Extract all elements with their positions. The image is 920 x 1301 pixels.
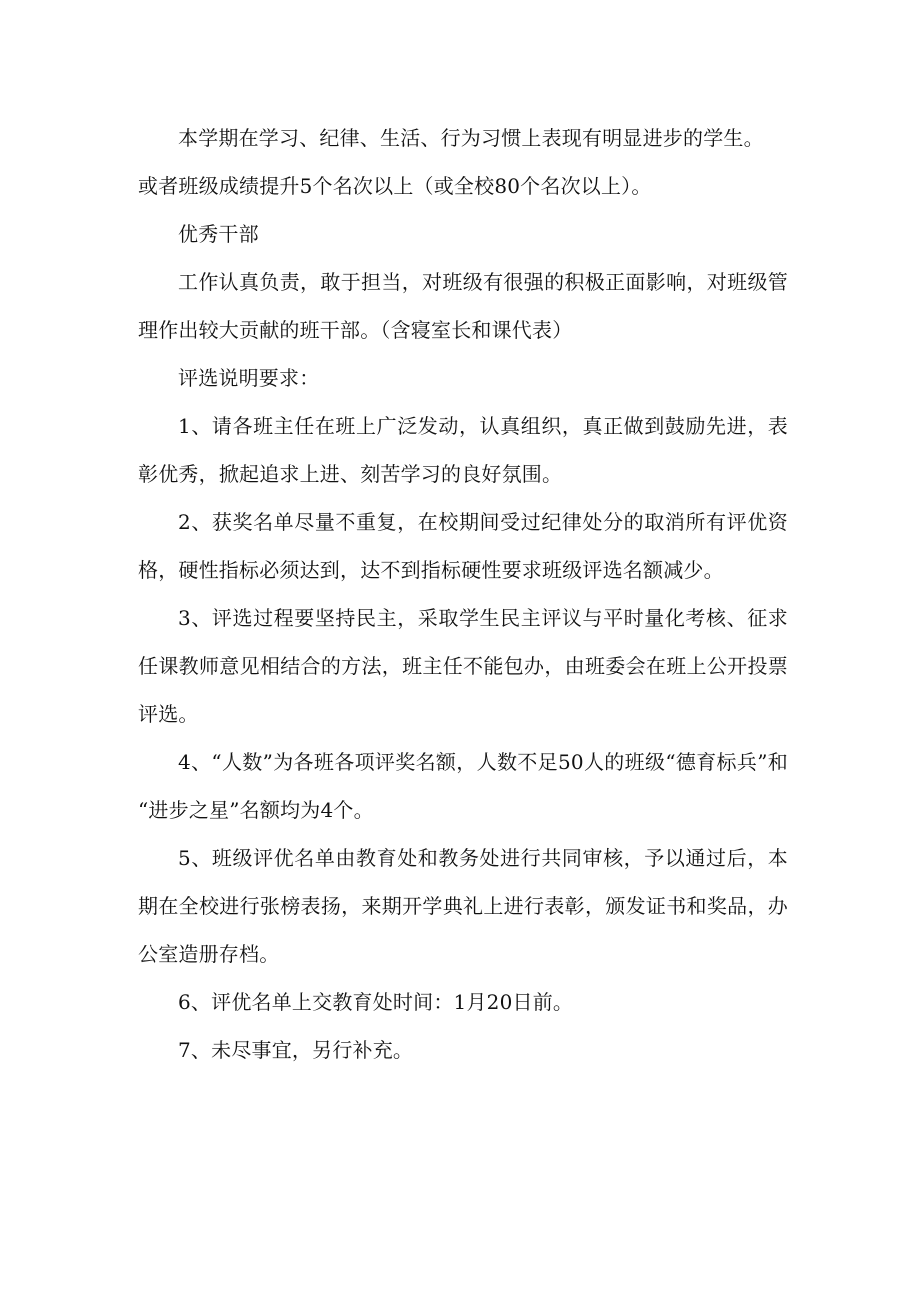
requirement-item-4: 4、“人数”为各班各项评奖名额，人数不足50人的班级“德育标兵”和“进步之星”名额均为4个。 (138, 750, 788, 822)
requirement-item-3: 3、评选过程要坚持民主，采取学生民主评议与平时量化考核、征求任课教师意见相结合的方法，班主任不能包办，由班委会在班上公开投票评选。 (138, 606, 788, 726)
requirement-item-7: 7、未尽事宜，另行补充。 (178, 1038, 414, 1062)
section-heading-requirements: 评选说明要求： (178, 366, 320, 390)
paragraph-cadre-criteria: 工作认真负责，敢于担当，对班级有很强的积极正面影响，对班级管理作出较大贡献的班干部。（含寝室长和课代表） (138, 270, 788, 342)
requirement-item-6: 6、评优名单上交教育处时间：1月20日前。 (178, 990, 574, 1014)
paragraph-rank-criteria: 或者班级成绩提升5个名次以上（或全校80个名次以上）。 (138, 174, 652, 198)
section-heading-excellent-cadre: 优秀干部 (178, 222, 259, 246)
requirement-item-1: 1、请各班主任在班上广泛发动，认真组织，真正做到鼓励先进，表彰优秀，掀起追求上进、刻苦学习的良好氛围。 (138, 414, 788, 486)
requirement-item-5: 5、班级评优名单由教育处和教务处进行共同审核，予以通过后，本期在全校进行张榜表扬，来期开学典礼上进行表彰，颁发证书和奖品，办公室造册存档。 (138, 846, 788, 966)
document-body (138, 114, 788, 1074)
paragraph-progress-criteria: 本学期在学习、纪律、生活、行为习惯上表现有明显进步的学生。 (178, 126, 764, 150)
requirement-item-2: 2、获奖名单尽量不重复，在校期间受过纪律处分的取消所有评优资格，硬性指标必须达到，达不到指标硬性要求班级评选名额减少。 (138, 510, 788, 582)
